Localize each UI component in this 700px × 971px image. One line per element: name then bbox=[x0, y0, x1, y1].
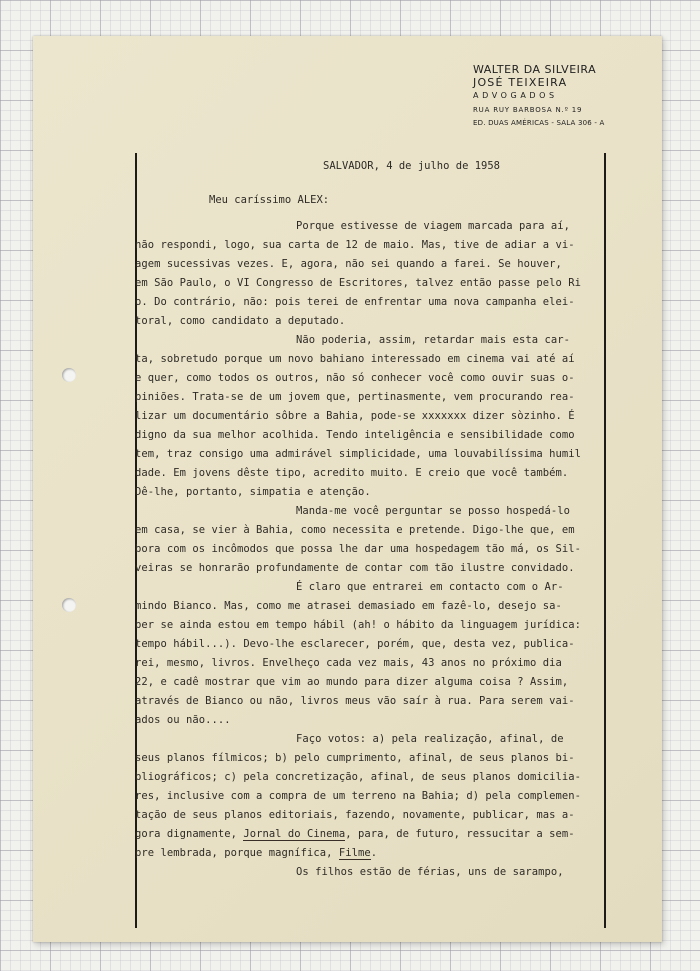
body-line: em casa, se vier à Bahia, como necessita e pretende. Digo-lhe que, em bbox=[135, 524, 575, 536]
body-line: lizar um documentário sôbre a Bahia, pode-se xxxxxxx dizer sòzinho. É bbox=[135, 410, 575, 422]
body-line: É claro que entrarei em contacto com o Ar- bbox=[296, 581, 564, 593]
letter-date: SALVADOR, 4 de julho de 1958 bbox=[323, 160, 501, 172]
body-line: tem, traz consigo uma admirável simplicidade, uma louvabilíssima humil bbox=[135, 448, 582, 460]
body-line: Faço votos: a) pela realização, afinal, de bbox=[296, 733, 564, 745]
body-line: toral, como candidato a deputado. bbox=[135, 315, 346, 327]
body-line: Manda-me você perguntar se posso hospedá-lo bbox=[296, 505, 570, 517]
letterhead-name-2: JOSÉ TEIXEIRA bbox=[473, 76, 568, 89]
body-line: 22, e cadê mostrar que vim ao mundo para dizer alguma coisa ? Assim, bbox=[135, 676, 569, 688]
body-line: Porque estivesse de viagem marcada para aí, bbox=[296, 220, 570, 232]
punch-hole-upper bbox=[62, 368, 76, 382]
body-line: e quer, como todos os outros, não só conhecer você como ouvir suas o- bbox=[135, 372, 575, 384]
body-line bbox=[135, 847, 377, 859]
body-text: pre lembrada, porque magnífica, bbox=[135, 847, 333, 859]
body-line: bora com os incômodos que possa lhe dar uma hospedagem tão má, os Sil- bbox=[135, 543, 582, 555]
body-text: gora dignamente, bbox=[135, 828, 237, 840]
body-line: Dê-lhe, portanto, simpatia e atenção. bbox=[135, 486, 371, 498]
body-text: . bbox=[370, 847, 378, 859]
body-line: Os filhos estão de férias, uns de sarampo, bbox=[296, 866, 564, 878]
body-line: ber se ainda estou em tempo hábil (ah! o hábito da linguagem jurídica: bbox=[135, 619, 582, 631]
body-line bbox=[135, 828, 575, 840]
body-line: através de Bianco ou não, livros meus vão saír à rua. Para serem vai- bbox=[135, 695, 575, 707]
body-line: bliográficos; c) pela concretização, afinal, de seus planos domicilia- bbox=[135, 771, 582, 783]
body-line: seus planos fílmicos; b) pelo cumprimento, afinal, de seus planos bi- bbox=[135, 752, 575, 764]
letterhead bbox=[473, 63, 623, 130]
body-line: em São Paulo, o VI Congresso de Escritores, talvez então passe pelo Ri bbox=[135, 277, 582, 289]
body-line: não respondi, logo, sua carta de 12 de maio. Mas, tive de adiar a vi- bbox=[135, 239, 575, 251]
journal-title: Jornal do Cinema bbox=[243, 828, 346, 840]
magazine-title: Filme bbox=[338, 847, 371, 859]
body-line: mindo Bianco. Mas, como me atrasei demasiado em fazê-lo, desejo sa- bbox=[135, 600, 562, 612]
body-line: veiras se honrarão profundamente de contar com tão ilustre convidado. bbox=[135, 562, 575, 574]
body-line: rei, mesmo, livros. Envelheço cada vez mais, 43 anos no próximo dia bbox=[135, 657, 562, 669]
letterhead-building: ED. DUAS AMÉRICAS - SALA 306 - A bbox=[473, 119, 605, 127]
body-line: Não poderia, assim, retardar mais esta car- bbox=[296, 334, 570, 346]
letter-salutation: Meu caríssimo ALEX: bbox=[209, 194, 330, 206]
letterhead-profession: ADVOGADOS bbox=[473, 91, 558, 100]
body-line: tempo hábil...). Devo-lhe esclarecer, porém, que, desta vez, publica- bbox=[135, 638, 575, 650]
body-line: o. Do contrário, não: pois terei de enfrentar uma nova campanha elei- bbox=[135, 296, 575, 308]
body-line: piniões. Trata-se de um jovem que, pertinasmente, vem procurando rea- bbox=[135, 391, 575, 403]
letterhead-street: RUA RUY BARBOSA N.º 19 bbox=[473, 106, 583, 114]
body-line: ta, sobretudo porque um novo bahiano interessado em cinema vai até aí bbox=[135, 353, 575, 365]
letter-sheet bbox=[33, 36, 662, 942]
body-line: res, inclusive com a compra de um terreno na Bahia; d) pela complemen- bbox=[135, 790, 582, 802]
punch-hole-lower bbox=[62, 598, 76, 612]
body-line: dade. Em jovens dêste tipo, acredito muito. E creio que você também. bbox=[135, 467, 569, 479]
letterhead-name-1: WALTER DA SILVEIRA bbox=[473, 63, 597, 76]
body-line: ados ou não.... bbox=[135, 714, 231, 726]
body-text: , para, de futuro, ressucitar a sem- bbox=[345, 828, 575, 840]
body-line: agem sucessivas vezes. E, agora, não sei quando a farei. Se houver, bbox=[135, 258, 562, 270]
right-margin-rule bbox=[604, 153, 606, 928]
body-line: tação de seus planos editoriais, fazendo, novamente, publicar, mas a- bbox=[135, 809, 575, 821]
body-line: digno da sua melhor acolhida. Tendo inteligência e sensibilidade como bbox=[135, 429, 575, 441]
